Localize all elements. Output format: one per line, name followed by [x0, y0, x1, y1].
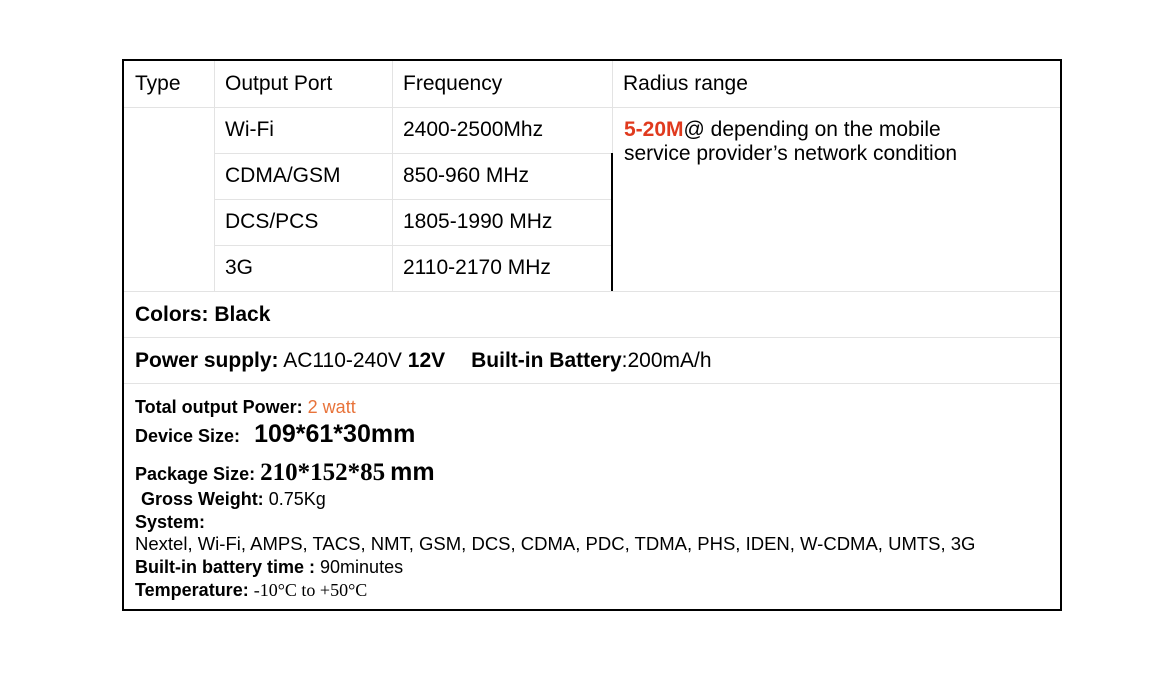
battery-time-row: [135, 556, 403, 578]
radius-highlight: 5-20M: [624, 118, 684, 141]
frequency-cell: 2400-2500Mhz: [403, 118, 544, 141]
row-divider: [214, 153, 612, 154]
gross-weight-value: 0.75Kg: [268, 489, 326, 509]
header-output-port: Output Port: [225, 72, 333, 95]
power-ac: AC110-240V: [283, 349, 402, 372]
package-size-row: [135, 457, 435, 489]
gross-weight-label: Gross Weight:: [141, 489, 264, 509]
battery-time-value: 90minutes: [320, 557, 404, 577]
radius-line-2: service provider’s network condition: [624, 142, 958, 165]
frequency-cell: 850-960 MHz: [403, 164, 530, 187]
device-size-row: [135, 419, 415, 451]
system-value: Nextel, Wi-Fi, AMPS, TACS, NMT, GSM, DCS, CDMA, PDC, TDMA, PHS, IDEN, W-CDMA, UMTS, 3G: [135, 533, 976, 554]
gross-weight-row: [141, 488, 326, 510]
temperature-row: [135, 579, 367, 601]
device-size-value: 109*61*30mm: [254, 420, 416, 448]
frequency-cell: 2110-2170 MHz: [403, 256, 551, 279]
row-divider: [214, 245, 612, 246]
row-divider: [214, 199, 612, 200]
header-radius-range: Radius range: [623, 72, 748, 95]
row-divider: [124, 337, 1060, 338]
header-frequency: Frequency: [403, 72, 503, 95]
radius-line-1-rest: @ depending on the mobile: [683, 118, 941, 141]
total-output-label: Total output Power:: [135, 397, 303, 417]
row-divider: [124, 291, 1060, 292]
power-row: [135, 349, 712, 373]
battery-label: Built-in Battery: [471, 349, 622, 372]
package-size-label: Package Size:: [135, 464, 256, 484]
col-divider: [612, 61, 613, 153]
power-dc: 12V: [407, 349, 446, 372]
radius-line-1: [624, 118, 941, 142]
col-divider-dark: [611, 153, 613, 291]
power-label: Power supply:: [135, 349, 279, 372]
col-divider: [392, 61, 393, 291]
temperature-label: Temperature:: [135, 580, 249, 600]
spec-table: [122, 59, 1062, 611]
row-divider: [124, 107, 1060, 108]
package-size-unit: mm: [390, 458, 435, 486]
colors-label: Colors:: [135, 303, 209, 326]
colors-row: [135, 303, 270, 327]
port-cell: CDMA/GSM: [225, 164, 341, 187]
total-output-row: [135, 396, 356, 418]
package-size-number: 210*152*85: [260, 459, 386, 486]
total-output-value: 2 watt: [307, 397, 356, 417]
row-divider: [124, 383, 1060, 384]
port-cell: Wi-Fi: [225, 118, 274, 141]
col-divider: [214, 61, 215, 291]
colors-value: Black: [214, 303, 271, 326]
temperature-value: -10°C to +50°C: [253, 580, 368, 600]
battery-time-label: Built-in battery time :: [135, 557, 316, 577]
port-cell: DCS/PCS: [225, 210, 319, 233]
frequency-cell: 1805-1990 MHz: [403, 210, 553, 233]
port-cell: 3G: [225, 256, 254, 279]
system-label: System:: [135, 512, 206, 532]
device-size-label: Device Size:: [135, 426, 241, 446]
header-type: Type: [135, 72, 181, 95]
battery-value: :200mA/h: [621, 349, 712, 372]
